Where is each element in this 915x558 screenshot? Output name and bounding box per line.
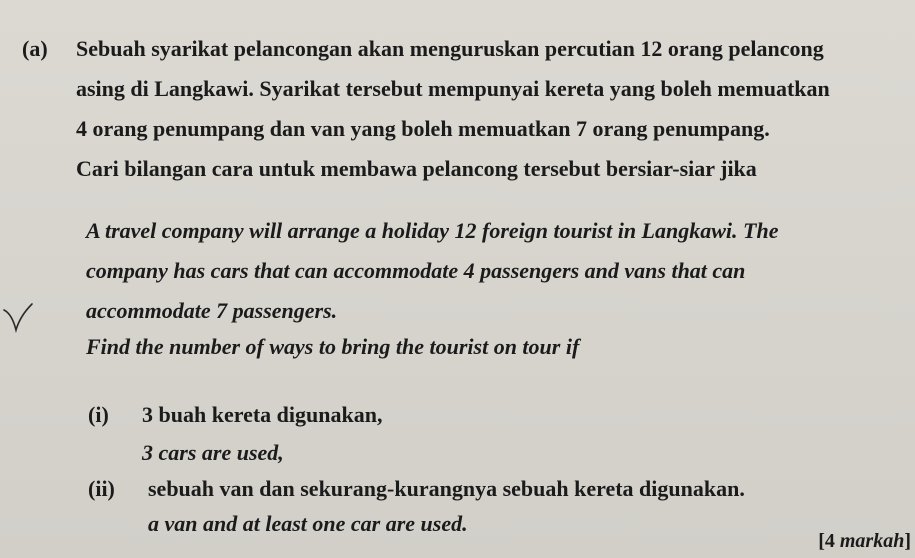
english-line-2: company has cars that can accommodate 4 passengers and vans that can: [86, 258, 746, 283]
pen-tick-mark-icon: [0, 300, 36, 336]
english-line-1: A travel company will arrange a holiday 12 foreign tourist in Langkawi. The: [86, 218, 779, 243]
part-ii-label: (ii): [88, 476, 115, 501]
malay-line-1: Sebuah syarikat pelancongan akan menguruskan percutian 12 orang pelancong: [76, 36, 824, 61]
part-i-label: (i): [88, 402, 109, 427]
marks-allocation: [818, 530, 911, 553]
part-ii-malay: sebuah van dan sekurang-kurangnya sebuah kereta digunakan.: [148, 476, 745, 501]
marks-word: markah: [839, 530, 905, 552]
part-ii-english: a van and at least one car are used.: [148, 511, 468, 536]
english-line-3: accommodate 7 passengers.: [86, 298, 338, 323]
part-i-malay: 3 buah kereta digunakan,: [142, 402, 383, 427]
marks-open: [4: [818, 530, 835, 552]
question-label: (a): [22, 36, 48, 61]
malay-line-4: Cari bilangan cara untuk membawa pelancong tersebut bersiar-siar jika: [76, 156, 757, 181]
part-i-english: 3 cars are used,: [142, 440, 284, 465]
malay-line-3: 4 orang penumpang dan van yang boleh memuatkan 7 orang penumpang.: [76, 116, 770, 141]
english-line-4: Find the number of ways to bring the tourist on tour if: [86, 334, 580, 359]
malay-line-2: asing di Langkawi. Syarikat tersebut mempunyai kereta yang boleh memuatkan: [76, 76, 830, 101]
marks-close: ]: [904, 530, 911, 552]
